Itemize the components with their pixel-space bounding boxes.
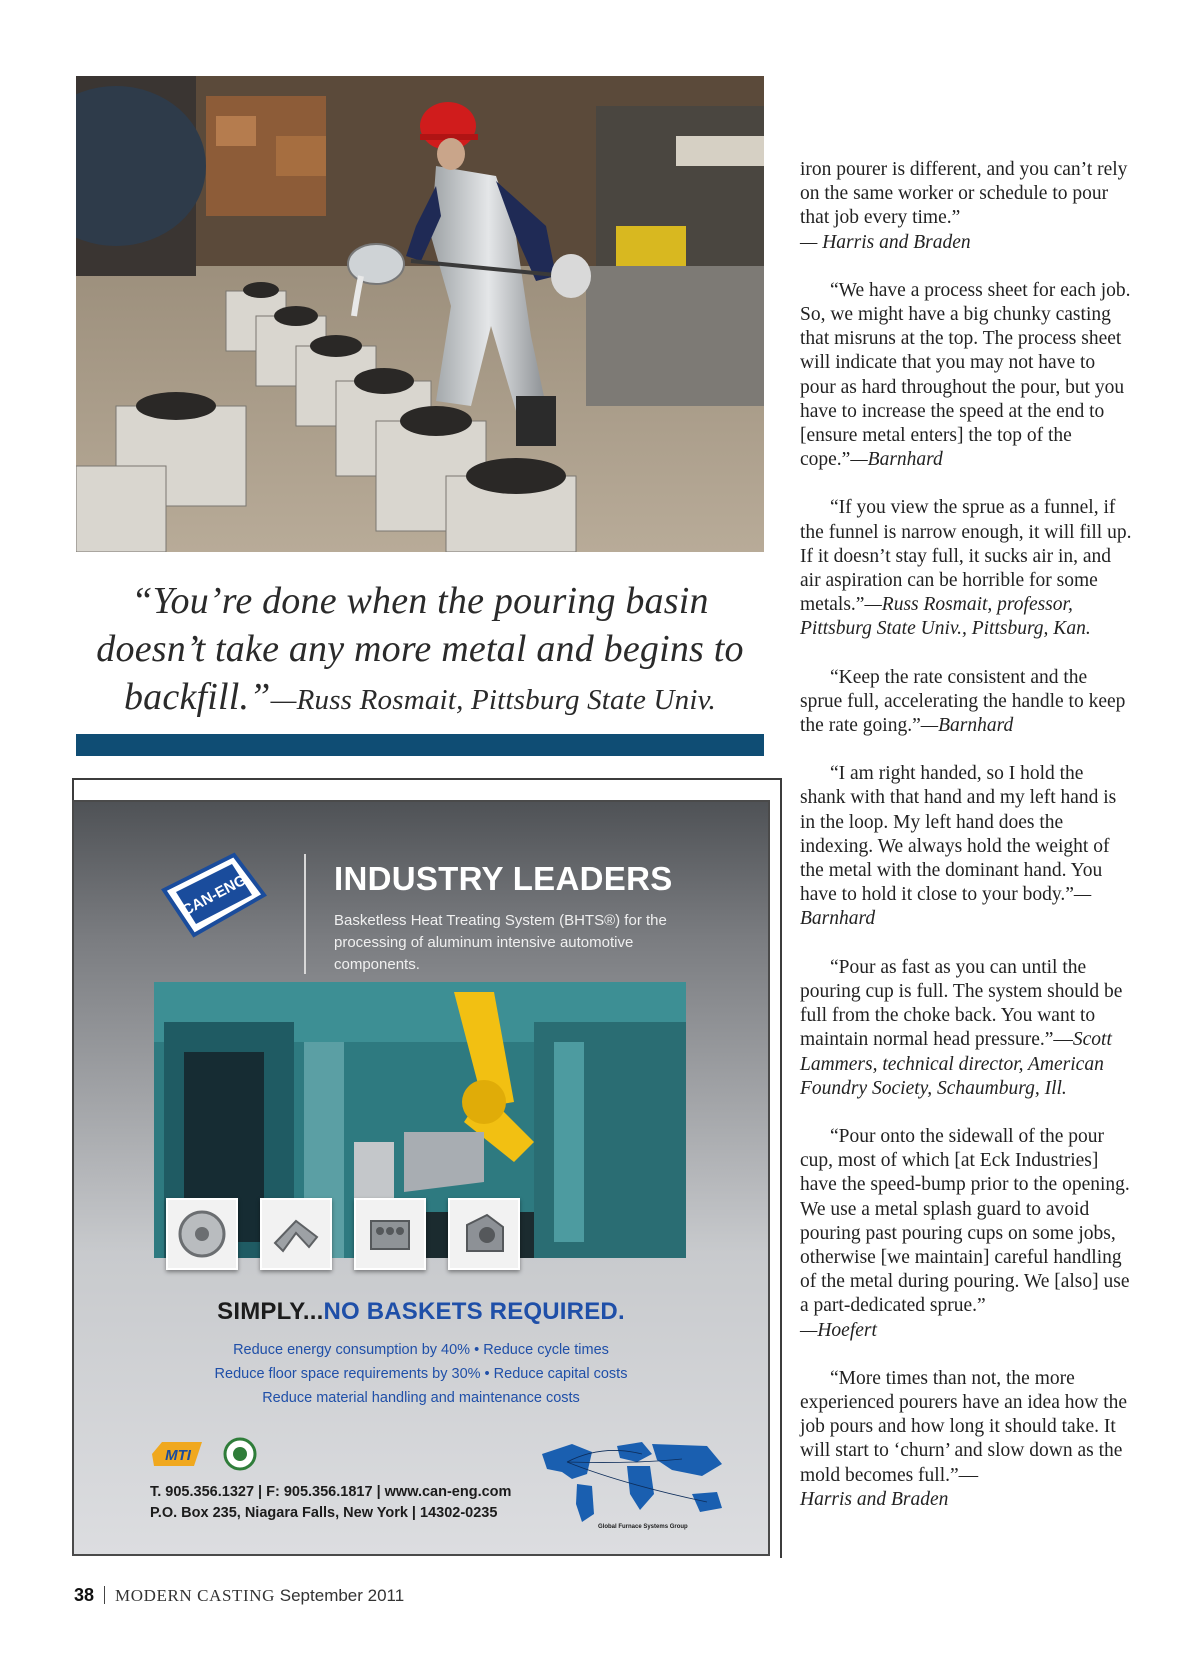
article-column	[800, 158, 1132, 1536]
ad-subheadline: Basketless Heat Treating System (BHTS®) for the processing of aluminum intensive automotive components.	[334, 912, 667, 973]
ad-contact-address: P.O. Box 235, Niagara Falls, New York | 14302-0235	[150, 1505, 498, 1521]
ad-benefit-line: Reduce energy consumption by 40% • Reduce cycle times	[233, 1342, 609, 1358]
column-divider-rule	[780, 778, 782, 1558]
article-paragraph	[800, 1125, 1132, 1343]
ad-frame-rule-top	[72, 778, 782, 780]
paragraph-source: Harris and Braden	[800, 1488, 949, 1510]
foundry-pouring-photo	[76, 76, 764, 552]
paragraph-source: —Barnhard	[850, 449, 943, 471]
world-map-icon	[532, 1434, 732, 1530]
paragraph-source: Scott Lammers, technical director, American Foundry Society, Schaumburg, Ill.	[800, 1029, 1112, 1099]
publication-name: MODERN CASTING	[115, 1586, 276, 1605]
can-eng-logo-text: CAN-ENG	[179, 871, 250, 920]
ad-contact-phone-web: T. 905.356.1327 | F: 905.356.1817 | www.can-eng.com	[150, 1484, 512, 1500]
article-paragraph	[800, 158, 1132, 255]
paragraph-text: “I am right handed, so I hold the shank with that hand and my left hand is in the loop. My left hand does the indexing. We always hold the weight of the metal with the dominant hand. You have to hold it close to your body.”	[800, 763, 1117, 906]
paragraph-source: —Hoefert	[800, 1319, 877, 1341]
paragraph-source: —Russ Rosmait, professor, Pittsburg State Univ., Pittsburg, Kan.	[800, 594, 1091, 640]
ad-headline: INDUSTRY LEADERS	[334, 860, 673, 897]
paragraph-text: iron pourer is different, and you can’t rely on the same worker or schedule to pour that job every time.”	[800, 159, 1128, 229]
paragraph-source: —Barnhard	[920, 715, 1014, 737]
mti-logo	[150, 1436, 260, 1472]
housing-part-icon	[448, 1198, 520, 1270]
ad-tagline-lead: SIMPLY...	[217, 1298, 324, 1325]
paragraph-text: “If you view the sprue as a funnel, if the funnel is narrow enough, it will fill up. If it doesn’t stay full, it sucks air in, and air aspiration can be horrible for some metals.”	[800, 497, 1132, 616]
pull-quote	[76, 577, 764, 724]
paragraph-text: “More times than not, the more experienced pourers have an idea how the job pours and how long it should take. It will start to ‘churn’ and slow down as the mold becomes full.”—	[800, 1367, 1128, 1486]
issue-date: September 2011	[279, 1586, 405, 1605]
mti-logo-text: MTI	[165, 1447, 191, 1464]
engine-block-part-icon	[354, 1198, 426, 1270]
ad-benefits	[74, 1338, 768, 1410]
page-footer	[74, 1585, 404, 1606]
control-arm-part-icon	[260, 1198, 332, 1270]
advertisement	[72, 800, 770, 1556]
pull-quote-attribution: —Russ Rosmait, Pittsburg State Univ.	[270, 684, 717, 716]
ad-part-thumbnails	[166, 1198, 666, 1272]
ad-divider	[304, 854, 306, 974]
article-paragraph	[800, 496, 1132, 641]
page-number: 38	[74, 1585, 95, 1605]
article-paragraph	[800, 666, 1132, 739]
paragraph-source: — Harris and Braden	[800, 231, 971, 253]
paragraph-text: “Pour as fast as you can until the pouring cup is full. The system should be full from the choke back. You want to maintain normal head pressure.”—	[800, 956, 1123, 1051]
article-paragraph	[800, 279, 1132, 473]
ad-contact	[150, 1482, 511, 1524]
paragraph-source: —Barnhard	[800, 884, 1092, 930]
article-paragraph	[800, 1367, 1132, 1512]
can-eng-logo	[154, 850, 274, 940]
ad-benefit-line: Reduce material handling and maintenance costs	[262, 1390, 580, 1406]
article-paragraph	[800, 956, 1132, 1101]
pull-quote-text: “You’re done when the pouring basin doesn’t take any more metal and begins to backfill.”	[96, 580, 744, 718]
paragraph-text: “Pour onto the sidewall of the pour cup, most of which [at Eck Industries] have the speed-bump prior to the opening. We use a metal splash guard to avoid pouring past pouring cups on some jobs, otherwise [we maintain] careful handling of the metal during pouring. We [also] use a part-dedicated sprue.”	[800, 1125, 1130, 1317]
footer-separator	[104, 1586, 105, 1604]
wheel-part-icon	[166, 1198, 238, 1270]
pull-quote-rule	[76, 734, 764, 756]
ad-tagline	[74, 1298, 768, 1326]
ad-tagline-rest: NO BASKETS REQUIRED.	[323, 1298, 625, 1325]
article-paragraph	[800, 762, 1132, 931]
ad-benefit-line: Reduce floor space requirements by 30% • Reduce capital costs	[214, 1366, 628, 1382]
paragraph-text: “We have a process sheet for each job. So, we might have a big chunky casting that misruns at the top. The process sheet will indicate that you may not have to pour as hard throughout the pour, but you have to increase the speed at the end to [ensure metal enters] the top of the cope.”	[800, 279, 1131, 471]
ad-map-caption: Global Furnace Systems Group	[598, 1524, 688, 1530]
paragraph-text: “Keep the rate consistent and the sprue full, accelerating the handle to keep the rate going.”	[800, 666, 1126, 737]
